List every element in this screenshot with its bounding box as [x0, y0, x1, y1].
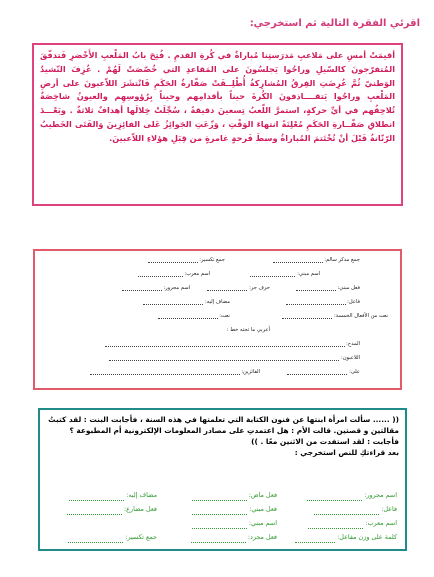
answer-label: كلمة على وزن مفاعل:	[337, 533, 397, 541]
label-broken-plural: جمع تكسير:	[199, 257, 225, 263]
answer-grid	[47, 490, 397, 546]
exercise-row	[35, 369, 400, 379]
label-preposition: حرف جر:	[249, 285, 270, 291]
reading-passage: أقيمَتْ أمسِ على مَلاعبِ مَدرَستِنا مُباراةٌ في كُرةِ القدمِ . فُتِحَ بابُ المَلْعبِ الأَخْضرِ فَتدفّقَ المُتفرّجونَ كالسّيلِ وراحُوا يَجلسُونَ على المَقاعدِ التي خُصّصَتْ لَهُمْ . عُزِفَ النّشيدُ الوَطنيّ ثُمَّ عُرِضَتِ الفِرقُ المُشارِكةُ أُطْلِــقَتْ صَفّارةُ الحَكَمِ فَانْتشَرَ اللاّعبونَ على أرضِ المَلْعبِ وراحُوا يَتقــــاذفونَ الكُرةَ حيناً بأقدامِهم وحيناً بِرُؤوسِهِم والعيونُ شاخِصَةٌ تُلاحِقُهم في أيِّ حركةٍ، استمرَّ اللّعبُ تِسعينَ دقيقةً ، سُجِّلَتْ خِلالَها أهدافٌ ثلاثةٌ . وبَعْـــدَ انطلاقِ صَفّــارةِ الحَكَمِ مُعْلِنَةً انتهاءَ الوَقْتِ ، وَزّعَتِ الجَوائِزُ عَلى الفائِزِينَ وَالفَتَى الخَطيبُ الرّنّانةُ قَبْلَ أنْ تُخْتَتمَ المُباراةُ وسطَ فَرحةٍ غامرةٍ من قِبَلِ هؤلاءِ اللاّعبينَ.	[32, 43, 403, 206]
answer-label: جمع تكسير:	[125, 533, 157, 541]
answer-label: اسم معرب:	[365, 519, 397, 527]
label-five-verbs: نعت من الأفعال الخمسة:	[334, 313, 388, 319]
exercise-row	[35, 341, 400, 351]
exercise-row	[35, 271, 400, 281]
label-parse-underlined: أعربي ما تحته خط :	[226, 327, 270, 333]
label-word-3: على:	[349, 369, 360, 375]
answer-row	[47, 532, 397, 546]
exercise-row	[35, 285, 400, 295]
label-declinable-noun: اسم معرب:	[184, 271, 210, 277]
label-subject: فاعل:	[347, 299, 360, 305]
exercise-row	[35, 257, 400, 267]
label-word-2: اللاعبون:	[340, 355, 360, 361]
answer-label: فعل مضارع:	[124, 505, 157, 513]
exercise-row	[35, 299, 400, 309]
label-plural-masculine: جمع مذكر سالم:	[324, 257, 360, 263]
answer-label: مضاف إليه:	[126, 491, 157, 499]
label-indeclinable-noun: اسم مبني:	[297, 271, 320, 277]
answer-label: اسم مجرور:	[364, 491, 397, 499]
exercise-row	[35, 313, 400, 323]
label-adjective: نعت:	[219, 313, 230, 319]
label-mudaf-ilayh: مضاف إليه:	[204, 299, 230, 305]
answer-label: فعل مجرد:	[247, 533, 277, 541]
exercise-row	[35, 355, 400, 365]
answer-label: فعل مبني:	[249, 505, 277, 513]
label-genitive-noun: اسم مجرور:	[163, 285, 190, 291]
answer-row	[47, 490, 397, 504]
exercise-row	[35, 327, 400, 337]
page-title: اقرئي الفقرة التالية ثم استخرجي:	[249, 18, 420, 29]
question-text: (( ...... سألت امرأة ابنتها عن فنون الكتابة التي تعلمتها في هذه السنة ، فأجابت البنت : لقد كتبتُ مقالتين و قصتين. قالت الأم : هل اعتمدتِ على مصادر المعلومات الإلكترونية أم المطبوعة ؟ فأجابت : لقد استفدت من الاثنين معًا . ))	[48, 415, 399, 446]
label-word-1: المدح:	[346, 341, 360, 347]
answer-row	[47, 518, 397, 532]
answer-label: فاعل:	[381, 505, 397, 513]
answer-label: اسم مبني:	[248, 519, 277, 527]
answer-row	[47, 504, 397, 518]
answer-label: فعل ماض:	[248, 491, 277, 499]
label-built-verb: فعل مبني:	[337, 285, 360, 291]
label-word-4: الفائزين:	[241, 369, 260, 375]
exercise-box	[33, 249, 402, 390]
questions-box	[38, 408, 407, 551]
question-instruction: بعد قراءتكِ للنص استخرجي :	[294, 448, 399, 457]
